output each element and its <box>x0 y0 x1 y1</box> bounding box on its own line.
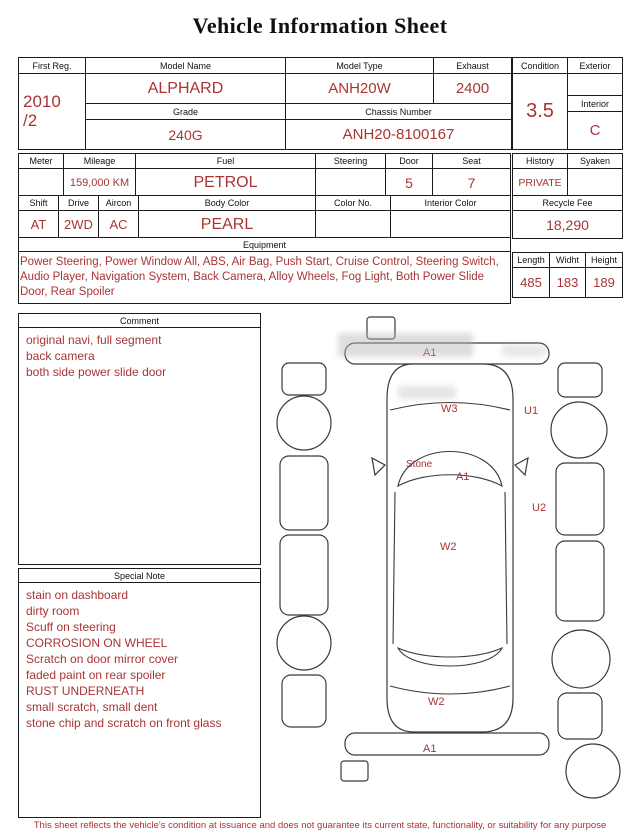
length-label: Length <box>513 253 550 268</box>
mileage-label: Mileage <box>64 154 136 169</box>
exhaust-value: 2400 <box>434 74 512 104</box>
watermark <box>502 344 546 357</box>
equipment-value: Power Steering, Power Window All, ABS, Air Bag, Push Start, Cruise Control, Steering Switch, Audio Player, Navigation System, Back Camera, Alloy Wheels, Fog Light, Both Power Slide Door, Rear Spoiler <box>19 252 511 304</box>
height-value: 189 <box>586 268 623 298</box>
right-rear-quarter-panel <box>558 693 602 739</box>
condition-value: 3.5 <box>513 74 568 150</box>
comment-panel <box>18 313 261 565</box>
comment-line: both side power slide door <box>26 364 167 379</box>
exterior-value <box>568 74 623 96</box>
condition-table <box>512 57 623 150</box>
equipment-label: Equipment <box>19 238 511 252</box>
color-no-label: Color No. <box>316 196 391 211</box>
spare-wheel <box>566 744 620 798</box>
drive-label: Drive <box>59 196 99 211</box>
comment-line: back camera <box>26 348 95 363</box>
first-reg-month: /2 <box>23 110 38 130</box>
right-rear-wheel <box>552 630 610 688</box>
chassis-number-label: Chassis Number <box>286 104 512 120</box>
specs-table-2 <box>18 195 511 239</box>
interior-color-value <box>391 211 511 239</box>
model-type-label: Model Type <box>286 58 434 74</box>
special-note-line: small scratch, small dent <box>26 699 158 714</box>
condition-label: Condition <box>513 58 568 74</box>
damage-label-rear-hatch: W2 <box>428 696 445 708</box>
model-type-value: ANH20W <box>286 74 434 104</box>
special-note-line: dirty room <box>26 603 80 618</box>
left-front-quarter-panel <box>282 363 326 395</box>
exterior-label: Exterior <box>568 58 623 74</box>
recycle-fee-label: Recycle Fee <box>513 196 623 211</box>
shift-label: Shift <box>19 196 59 211</box>
specs-table-1 <box>18 153 511 197</box>
aircon-label: Aircon <box>99 196 139 211</box>
page-title: Vehicle Information Sheet <box>192 13 448 38</box>
right-front-quarter-panel <box>558 363 602 397</box>
length-value: 485 <box>513 268 550 298</box>
dimensions-table <box>512 252 623 298</box>
interior-label: Interior <box>568 96 623 112</box>
special-note-line: Scratch on door mirror cover <box>26 651 179 666</box>
damage-label-windshield-stone: Stone <box>406 459 433 470</box>
comment-body <box>19 328 260 385</box>
history-value: PRIVATE <box>513 169 568 197</box>
right-front-door-panel <box>556 463 604 535</box>
mileage-value: 159,000 KM <box>64 169 136 197</box>
first-reg-year: 2010 <box>23 92 61 112</box>
door-value: 5 <box>386 169 433 197</box>
disclaimer-text: This sheet reflects the vehicle's condition at issuance and does not guarantee its current state, functionality, or suitability for any purpose <box>33 820 607 831</box>
special-note-line: stain on dashboard <box>26 588 129 602</box>
body-color-value: PEARL <box>139 211 316 239</box>
comment-line: original navi, full segment <box>26 333 162 347</box>
width-value: 183 <box>550 268 586 298</box>
special-note-body <box>19 583 260 737</box>
equipment-table <box>18 237 511 304</box>
width-label: Widht <box>550 253 586 268</box>
first-reg-value <box>19 74 86 150</box>
special-note-line: stone chip and scratch on front glass <box>26 715 222 730</box>
right-slide-door-panel <box>556 541 604 621</box>
watermark <box>338 333 473 357</box>
left-rear-quarter-panel <box>282 675 326 727</box>
comment-label: Comment <box>19 314 260 328</box>
steering-value <box>316 169 386 197</box>
fuel-value: PETROL <box>136 169 316 197</box>
damage-label-windshield: A1 <box>456 471 470 483</box>
syaken-label: Syaken <box>568 154 623 169</box>
damage-label-front-bumper: A1 <box>423 347 437 359</box>
left-mirror <box>372 458 385 475</box>
damage-label-roof: W2 <box>440 541 457 553</box>
meter-label: Meter <box>19 154 64 169</box>
left-front-wheel <box>277 396 331 450</box>
left-front-door-panel <box>280 456 328 530</box>
vehicle-damage-diagram <box>268 313 630 805</box>
history-table <box>512 153 623 197</box>
first-reg-label: First Reg. <box>19 58 86 74</box>
aircon-value: AC <box>99 211 139 239</box>
grade-value: 240G <box>86 120 286 150</box>
right-mirror <box>515 458 528 475</box>
damage-label-right-fender: U1 <box>524 405 539 417</box>
body-color-label: Body Color <box>139 196 316 211</box>
left-rear-wheel <box>277 616 331 670</box>
shift-value: AT <box>19 211 59 239</box>
identity-table <box>18 57 512 150</box>
interior-value: C <box>568 112 623 150</box>
special-note-line: Scuff on steering <box>26 619 116 634</box>
seat-label: Seat <box>433 154 511 169</box>
model-name-value: ALPHARD <box>86 74 286 104</box>
seat-value: 7 <box>433 169 511 197</box>
special-note-line: faded paint on rear spoiler <box>26 667 166 682</box>
steering-label: Steering <box>316 154 386 169</box>
left-slide-door-panel <box>280 535 328 615</box>
damage-label-right-door: U2 <box>532 502 547 514</box>
recycle-fee-table <box>512 195 623 239</box>
syaken-value <box>568 169 623 197</box>
recycle-fee-value: 18,290 <box>513 211 623 239</box>
damage-label-rear-bumper: A1 <box>423 743 437 755</box>
special-note-line: RUST UNDERNEATH <box>26 683 145 698</box>
fuel-label: Fuel <box>136 154 316 169</box>
history-label: History <box>513 154 568 169</box>
special-note-line: CORROSION ON WHEEL <box>26 635 168 650</box>
special-note-label: Special Note <box>19 569 260 583</box>
door-label: Door <box>386 154 433 169</box>
damage-label-hood: W3 <box>441 403 458 415</box>
meter-value <box>19 169 64 197</box>
exhaust-label: Exhaust <box>434 58 512 74</box>
rear-plate <box>341 761 368 781</box>
model-name-label: Model Name <box>86 58 286 74</box>
color-no-value <box>316 211 391 239</box>
watermark <box>398 386 456 399</box>
interior-color-label: Interior Color <box>391 196 511 211</box>
grade-label: Grade <box>86 104 286 120</box>
chassis-number-value: ANH20-8100167 <box>286 120 512 150</box>
right-front-wheel <box>551 402 607 458</box>
rear-bumper <box>345 733 549 755</box>
special-note-panel <box>18 568 261 818</box>
height-label: Height <box>586 253 623 268</box>
drive-value: 2WD <box>59 211 99 239</box>
